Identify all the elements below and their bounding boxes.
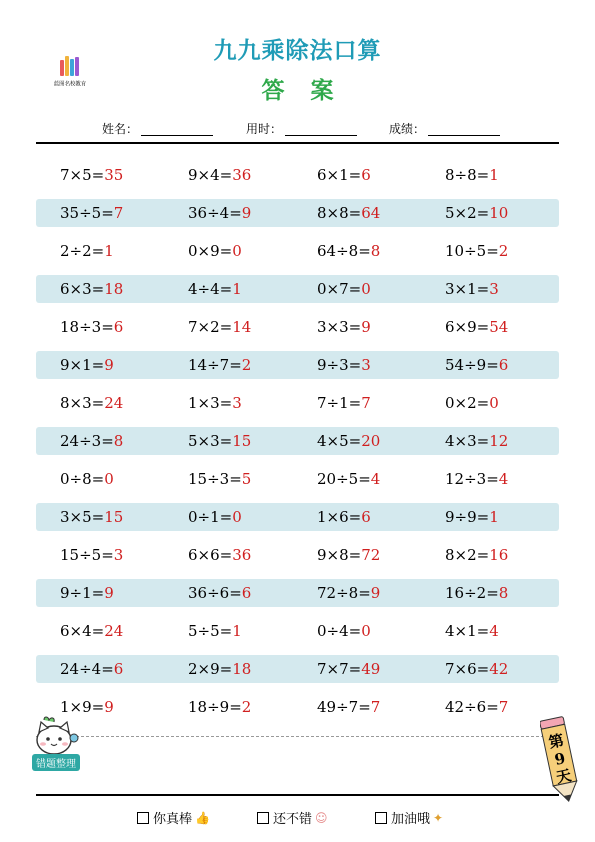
- problem-item: [60, 351, 114, 379]
- problem-item: [445, 541, 508, 569]
- problem-expression: 6×9=: [445, 318, 490, 336]
- problem-row: [36, 389, 559, 417]
- page-subtitle: 答案: [261, 78, 360, 104]
- problem-item: [317, 465, 380, 493]
- problem-answer: 1: [232, 280, 242, 298]
- problem-expression: 4×3=: [445, 432, 490, 450]
- time-label: 用时：: [246, 121, 283, 136]
- problem-item: [188, 389, 242, 417]
- problem-item: [317, 199, 380, 227]
- problem-answer: 6: [498, 356, 509, 374]
- problem-item: [317, 541, 380, 569]
- problem-expression: 0÷4=: [317, 622, 362, 640]
- problem-answer: 0: [361, 622, 371, 640]
- problem-expression: 0÷8=: [60, 470, 105, 488]
- problem-row: [36, 579, 559, 607]
- problem-answer: 15: [104, 508, 124, 526]
- problem-expression: 18÷9=: [188, 698, 242, 716]
- problem-item: [445, 617, 499, 645]
- cheer-icon: ✦: [433, 810, 444, 825]
- smile-icon: ☺: [315, 810, 328, 825]
- problem-item: [188, 465, 251, 493]
- problem-expression: 8×8=: [317, 204, 362, 222]
- problem-expression: 15÷3=: [188, 470, 242, 488]
- problem-expression: 8×3=: [60, 394, 105, 412]
- problem-expression: 3×3=: [317, 318, 362, 336]
- problem-item: [188, 503, 242, 531]
- problem-answer: 9: [104, 356, 114, 374]
- problem-item: [188, 237, 242, 265]
- problem-answer: 5: [241, 470, 252, 488]
- problem-row: [36, 351, 559, 379]
- problem-expression: 5×3=: [188, 432, 233, 450]
- problem-item: [317, 503, 371, 531]
- problem-answer: 18: [232, 660, 252, 678]
- problem-expression: 36÷6=: [188, 584, 242, 602]
- rating-option-great[interactable]: [137, 808, 210, 827]
- problem-answer: 8: [498, 584, 509, 602]
- problem-expression: 3×1=: [445, 280, 490, 298]
- problem-answer: 24: [104, 622, 124, 640]
- problem-item: [60, 313, 123, 341]
- problem-expression: 7×7=: [317, 660, 362, 678]
- problem-answer: 4: [489, 622, 499, 640]
- problem-expression: 6×1=: [317, 166, 362, 184]
- problem-row: [36, 313, 559, 341]
- mistakes-label: 错题整理: [32, 754, 80, 771]
- header-divider: [36, 142, 559, 144]
- mistakes-box[interactable]: [36, 736, 559, 795]
- rating-option-good[interactable]: [257, 808, 328, 827]
- problem-item: [188, 313, 251, 341]
- problem-expression: 8×2=: [445, 546, 490, 564]
- problem-item: [317, 313, 371, 341]
- problem-answer: 2: [498, 242, 509, 260]
- problem-item: [60, 465, 114, 493]
- problem-answer: 6: [113, 660, 124, 678]
- problem-item: [60, 427, 123, 455]
- problem-item: [445, 275, 499, 303]
- score-field[interactable]: [389, 118, 500, 138]
- problem-answer: 0: [489, 394, 499, 412]
- problem-expression: 7×6=: [445, 660, 490, 678]
- problem-item: [317, 237, 380, 265]
- checkbox-great[interactable]: [137, 812, 149, 824]
- problem-expression: 5×2=: [445, 204, 490, 222]
- problem-answer: 3: [232, 394, 242, 412]
- problem-item: [445, 389, 499, 417]
- problem-answer: 1: [489, 166, 499, 184]
- problem-answer: 7: [113, 204, 124, 222]
- problem-answer: 54: [489, 318, 509, 336]
- problem-grid: [36, 161, 559, 731]
- problem-item: [188, 351, 251, 379]
- score-blank[interactable]: [428, 121, 500, 136]
- problem-item: [317, 617, 371, 645]
- problem-item: [445, 427, 508, 455]
- problem-expression: 14÷7=: [188, 356, 242, 374]
- problem-expression: 4×5=: [317, 432, 362, 450]
- rating-label-good: 还不错: [273, 812, 313, 827]
- problem-answer: 7: [361, 394, 371, 412]
- problem-expression: 15÷5=: [60, 546, 114, 564]
- problem-row: [36, 693, 559, 721]
- problem-expression: 54÷9=: [445, 356, 499, 374]
- problem-row: [36, 237, 559, 265]
- problem-answer: 72: [361, 546, 381, 564]
- problem-item: [317, 655, 380, 683]
- problem-item: [188, 427, 251, 455]
- name-blank[interactable]: [141, 121, 213, 136]
- time-field[interactable]: [246, 118, 357, 138]
- problem-expression: 0÷1=: [188, 508, 233, 526]
- problem-answer: 0: [232, 508, 242, 526]
- problem-expression: 2÷2=: [60, 242, 105, 260]
- rating-label-keep-going: 加油哦: [391, 812, 431, 827]
- problem-item: [317, 389, 371, 417]
- problem-answer: 4: [370, 470, 381, 488]
- problem-expression: 10÷5=: [445, 242, 499, 260]
- problem-item: [60, 655, 123, 683]
- problem-expression: 6×4=: [60, 622, 105, 640]
- problem-item: [445, 237, 508, 265]
- problem-answer: 1: [232, 622, 242, 640]
- problem-answer: 6: [361, 508, 371, 526]
- problem-answer: 20: [361, 432, 381, 450]
- problem-expression: 24÷3=: [60, 432, 114, 450]
- problem-expression: 72÷8=: [317, 584, 371, 602]
- problem-expression: 16÷2=: [445, 584, 499, 602]
- problem-answer: 2: [241, 356, 252, 374]
- problem-expression: 5÷5=: [188, 622, 233, 640]
- problem-expression: 7÷1=: [317, 394, 362, 412]
- problem-expression: 20÷5=: [317, 470, 371, 488]
- problem-expression: 18÷3=: [60, 318, 114, 336]
- problem-answer: 3: [489, 280, 499, 298]
- problem-answer: 9: [104, 698, 114, 716]
- problem-item: [188, 617, 242, 645]
- rating-option-keep-going[interactable]: [375, 808, 443, 827]
- problem-answer: 8: [113, 432, 124, 450]
- problem-expression: 12÷3=: [445, 470, 499, 488]
- day-label: 第9天: [547, 731, 573, 787]
- problem-answer: 35: [104, 166, 124, 184]
- problem-answer: 42: [489, 660, 509, 678]
- problem-row: [36, 275, 559, 303]
- problem-expression: 36÷4=: [188, 204, 242, 222]
- problem-answer: 6: [113, 318, 124, 336]
- problem-row: [36, 655, 559, 683]
- problem-answer: 7: [370, 698, 381, 716]
- problem-expression: 1×9=: [60, 698, 105, 716]
- problem-answer: 0: [232, 242, 242, 260]
- problem-expression: 1×6=: [317, 508, 362, 526]
- problem-row: [36, 465, 559, 493]
- problem-answer: 6: [361, 166, 371, 184]
- problem-item: [317, 579, 380, 607]
- problem-answer: 8: [370, 242, 381, 260]
- score-label: 成绩：: [389, 121, 426, 136]
- problem-item: [188, 693, 251, 721]
- problem-expression: 4×1=: [445, 622, 490, 640]
- problem-expression: 9×8=: [317, 546, 362, 564]
- problem-item: [188, 161, 251, 189]
- problem-item: [60, 579, 114, 607]
- problem-item: [445, 503, 499, 531]
- problem-answer: 9: [241, 204, 252, 222]
- problem-item: [445, 579, 508, 607]
- name-field[interactable]: [102, 118, 213, 138]
- problem-item: [60, 161, 123, 189]
- problem-item: [317, 351, 371, 379]
- problem-row: [36, 617, 559, 645]
- problem-answer: 64: [361, 204, 381, 222]
- rating-label-great: 你真棒: [153, 812, 193, 827]
- problem-answer: 1: [104, 242, 114, 260]
- problem-item: [60, 389, 123, 417]
- problem-answer: 36: [232, 546, 252, 564]
- problem-expression: 42÷6=: [445, 698, 499, 716]
- problem-item: [445, 313, 508, 341]
- thumbs-up-icon: 👍: [195, 810, 210, 825]
- problem-expression: 49÷7=: [317, 698, 371, 716]
- problem-row: [36, 503, 559, 531]
- problem-answer: 36: [232, 166, 252, 184]
- problem-answer: 15: [232, 432, 252, 450]
- problem-item: [60, 275, 123, 303]
- problem-expression: 0×9=: [188, 242, 233, 260]
- problem-item: [60, 237, 114, 265]
- problem-answer: 0: [361, 280, 371, 298]
- problem-answer: 14: [232, 318, 252, 336]
- problem-item: [188, 655, 251, 683]
- problem-item: [317, 427, 380, 455]
- problem-row: [36, 199, 559, 227]
- problem-answer: 4: [498, 470, 509, 488]
- problem-item: [445, 351, 508, 379]
- checkbox-good[interactable]: [257, 812, 269, 824]
- logo-text: 蓝图名校教育: [53, 81, 87, 88]
- page-title: 九九乘除法口算: [213, 38, 382, 64]
- problem-expression: 4÷4=: [188, 280, 233, 298]
- mistakes-box-bottom-rule: [36, 794, 559, 796]
- problem-expression: 35÷5=: [60, 204, 114, 222]
- problem-answer: 7: [498, 698, 509, 716]
- problem-row: [36, 427, 559, 455]
- problem-expression: 9÷3=: [317, 356, 362, 374]
- problem-item: [445, 693, 508, 721]
- problem-expression: 1×3=: [188, 394, 233, 412]
- problem-expression: 7×5=: [60, 166, 105, 184]
- problem-expression: 7×2=: [188, 318, 233, 336]
- problem-answer: 9: [104, 584, 114, 602]
- problem-row: [36, 161, 559, 189]
- problem-expression: 0×2=: [445, 394, 490, 412]
- problem-expression: 9÷1=: [60, 584, 105, 602]
- problem-answer: 18: [104, 280, 124, 298]
- problem-answer: 16: [489, 546, 509, 564]
- problem-expression: 64÷8=: [317, 242, 371, 260]
- problem-answer: 9: [370, 584, 381, 602]
- problem-expression: 6×6=: [188, 546, 233, 564]
- problem-answer: 0: [104, 470, 114, 488]
- problem-expression: 9×1=: [60, 356, 105, 374]
- problem-item: [60, 503, 123, 531]
- problem-item: [188, 275, 242, 303]
- problem-item: [445, 655, 508, 683]
- time-blank[interactable]: [285, 121, 357, 136]
- problem-item: [188, 541, 251, 569]
- problem-answer: 12: [489, 432, 509, 450]
- problem-answer: 2: [241, 698, 252, 716]
- problem-item: [317, 693, 380, 721]
- problem-expression: 9÷9=: [445, 508, 490, 526]
- problem-expression: 0×7=: [317, 280, 362, 298]
- problem-item: [60, 541, 123, 569]
- problem-item: [445, 465, 508, 493]
- problem-expression: 2×9=: [188, 660, 233, 678]
- problem-item: [60, 617, 123, 645]
- name-label: 姓名：: [102, 121, 139, 136]
- problem-answer: 6: [241, 584, 252, 602]
- problem-item: [445, 161, 499, 189]
- problem-item: [317, 275, 371, 303]
- problem-row: [36, 541, 559, 569]
- problem-expression: 6×3=: [60, 280, 105, 298]
- problem-answer: 1: [489, 508, 499, 526]
- problem-answer: 10: [489, 204, 509, 222]
- problem-expression: 24÷4=: [60, 660, 114, 678]
- problem-answer: 3: [113, 546, 124, 564]
- problem-item: [445, 199, 508, 227]
- problem-expression: 3×5=: [60, 508, 105, 526]
- problem-expression: 9×4=: [188, 166, 233, 184]
- problem-answer: 49: [361, 660, 381, 678]
- problem-expression: 8÷8=: [445, 166, 490, 184]
- problem-answer: 24: [104, 394, 124, 412]
- problem-item: [188, 199, 251, 227]
- problem-answer: 9: [361, 318, 371, 336]
- problem-item: [317, 161, 371, 189]
- problem-answer: 3: [361, 356, 371, 374]
- problem-item: [188, 579, 251, 607]
- checkbox-keep-going[interactable]: [375, 812, 387, 824]
- problem-item: [60, 199, 123, 227]
